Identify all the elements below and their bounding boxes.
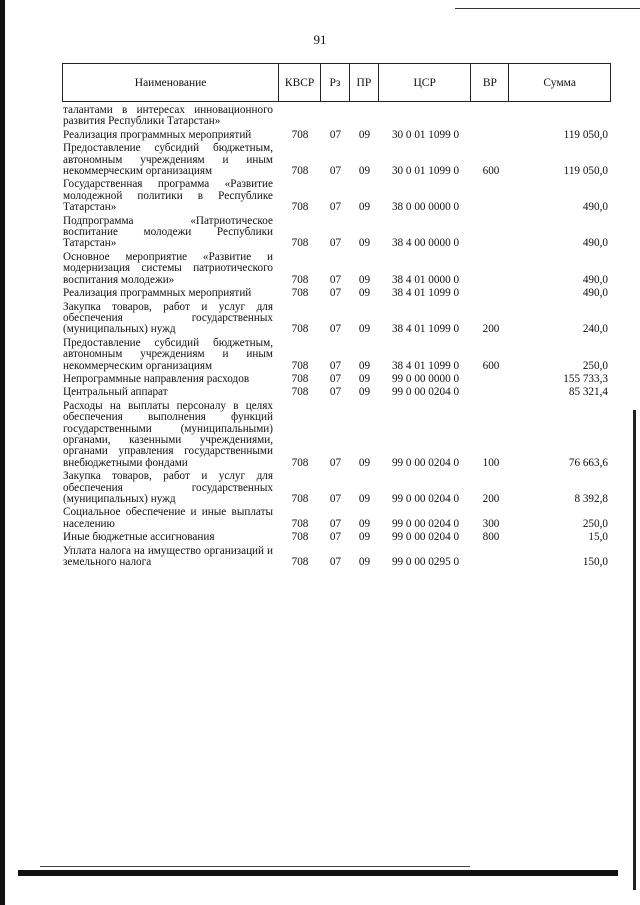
cell-name: Подпрограмма «Патриотическое воспитание молодежи Республики Татарстан» xyxy=(63,214,273,250)
table-row xyxy=(62,531,611,544)
cell-pr: 09 xyxy=(358,165,371,178)
cell-pr: 09 xyxy=(358,556,371,569)
cell-sum: 490,0 xyxy=(582,237,608,250)
cell-vr xyxy=(472,300,510,301)
cell-csr: 38 4 01 1099 0 xyxy=(391,323,460,336)
cell-kvsr: 708 xyxy=(291,372,309,385)
cell-csr: 38 4 01 0000 0 xyxy=(391,273,460,286)
cell-vr xyxy=(472,399,510,400)
cell-kvsr: 708 xyxy=(291,201,309,214)
cell-sum: 250,0 xyxy=(582,359,608,372)
cell-csr: 30 0 01 1099 0 xyxy=(391,128,460,141)
cell-vr xyxy=(472,214,510,215)
cell-sum: 155 733,3 xyxy=(563,372,608,385)
cell-kvsr: 708 xyxy=(291,287,309,300)
cell-vr xyxy=(472,286,510,287)
cell-kvsr: 708 xyxy=(291,273,309,286)
cell-vr xyxy=(472,250,510,251)
cell-name: Иные бюджетные ассигнования xyxy=(63,531,215,544)
cell-name: Центральный аппарат xyxy=(63,386,168,399)
cell-name: талантами в интересах инновационного развития Республики Татарстан» xyxy=(63,104,273,128)
cell-name: Закупка товаров, работ и услуг для обеспечения государственных (муниципальных) нужд xyxy=(63,470,273,505)
cell-pr: 09 xyxy=(358,372,371,385)
table-row xyxy=(62,142,611,178)
cell-rz: 07 xyxy=(329,237,342,250)
cell-vr xyxy=(472,128,510,129)
cell-name: Непрограммные направления расходов xyxy=(63,372,250,385)
cell-name: Государственная программа «Развитие молодежной политики в Республике Татарстан» xyxy=(63,178,273,214)
cell-vr: 200 xyxy=(482,323,500,336)
table-row xyxy=(62,506,611,531)
table-row xyxy=(62,104,611,129)
cell-pr: 09 xyxy=(358,323,371,336)
cell-kvsr: 708 xyxy=(291,128,309,141)
cell-vr xyxy=(472,385,510,386)
table-row xyxy=(62,386,611,399)
table-row xyxy=(62,470,611,506)
cell-pr: 09 xyxy=(358,386,371,399)
cell-vr xyxy=(472,568,510,569)
cell-vr xyxy=(472,141,510,142)
cell-rz: 07 xyxy=(329,273,342,286)
cell-sum: 250,0 xyxy=(582,517,608,530)
scan-line-bottom xyxy=(18,870,618,876)
header-kvsr: КВСР xyxy=(279,64,321,101)
table-row xyxy=(62,301,611,337)
cell-name: Основное мероприятие «Развитие и модернизация системы патриотического воспитания молодежи» xyxy=(63,250,273,286)
scan-line-top xyxy=(455,8,640,9)
table-row xyxy=(62,373,611,386)
header-name: Наименование xyxy=(63,64,279,101)
scan-edge-left xyxy=(0,0,5,905)
cell-pr: 09 xyxy=(358,531,371,544)
cell-rz: 07 xyxy=(329,556,342,569)
cell-vr: 100 xyxy=(482,456,500,469)
header-rz: Рз xyxy=(321,64,350,101)
table-row xyxy=(62,545,611,570)
table-body xyxy=(62,104,611,569)
cell-rz: 07 xyxy=(329,531,342,544)
cell-vr: 800 xyxy=(482,531,500,544)
cell-rz: 07 xyxy=(329,359,342,372)
cell-name: Уплата налога на имущество организаций и земельного налога xyxy=(63,544,273,569)
cell-sum: 150,0 xyxy=(582,556,608,569)
cell-rz: 07 xyxy=(329,456,342,469)
cell-rz: 07 xyxy=(329,323,342,336)
cell-sum: 8 392,8 xyxy=(574,493,608,505)
cell-vr: 300 xyxy=(482,517,500,530)
header-sum: Сумма xyxy=(543,76,576,89)
cell-rz: 07 xyxy=(329,493,342,505)
cell-csr: 99 0 00 0204 0 xyxy=(391,386,460,399)
cell-csr: 38 4 01 1099 0 xyxy=(391,287,460,300)
cell-pr: 09 xyxy=(358,128,371,141)
table-header xyxy=(62,63,611,102)
cell-kvsr: 708 xyxy=(291,517,309,530)
cell-rz: 07 xyxy=(329,287,342,300)
cell-name: Реализация программных мероприятий xyxy=(63,287,252,300)
cell-csr: 99 0 00 0204 0 xyxy=(391,517,460,530)
cell-csr: 99 0 00 0204 0 xyxy=(391,456,460,469)
cell-rz: 07 xyxy=(329,386,342,399)
cell-csr: 38 4 01 1099 0 xyxy=(391,359,460,372)
table-row xyxy=(62,287,611,300)
cell-vr: 600 xyxy=(482,165,500,178)
page-number: 91 xyxy=(313,32,327,47)
cell-rz: 07 xyxy=(329,201,342,214)
cell-rz: 07 xyxy=(329,128,342,141)
cell-pr: 09 xyxy=(358,237,371,250)
cell-kvsr: 708 xyxy=(291,386,309,399)
cell-name: Реализация программных мероприятий xyxy=(63,128,252,141)
cell-rz: 07 xyxy=(329,517,342,530)
scan-line-bottom-thin xyxy=(40,866,470,867)
cell-csr: 38 0 00 0000 0 xyxy=(391,201,460,214)
cell-name: Социальное обеспечение и иные выплаты населению xyxy=(63,506,273,530)
header-vr: ВР xyxy=(471,64,509,101)
cell-pr: 09 xyxy=(358,287,371,300)
cell-kvsr: 708 xyxy=(291,531,309,544)
cell-rz: 07 xyxy=(329,372,342,385)
cell-sum: 119 050,0 xyxy=(563,128,608,141)
cell-pr: 09 xyxy=(358,517,371,530)
cell-pr: 09 xyxy=(358,359,371,372)
cell-kvsr: 708 xyxy=(291,323,309,336)
cell-pr: 09 xyxy=(358,273,371,286)
table-row xyxy=(62,400,611,470)
cell-pr: 09 xyxy=(358,201,371,214)
cell-kvsr: 708 xyxy=(291,237,309,250)
cell-sum: 15,0 xyxy=(588,531,608,544)
cell-sum: 490,0 xyxy=(582,201,608,214)
cell-csr: 99 0 00 0204 0 xyxy=(391,531,460,544)
cell-csr: 99 0 00 0295 0 xyxy=(391,556,460,569)
cell-sum: 85 321,4 xyxy=(568,386,608,399)
cell-kvsr: 708 xyxy=(291,556,309,569)
cell-kvsr: 708 xyxy=(291,456,309,469)
cell-kvsr: 708 xyxy=(291,359,309,372)
table-row xyxy=(62,129,611,142)
header-pr: ПР xyxy=(350,64,379,101)
cell-vr: 600 xyxy=(482,359,500,372)
cell-kvsr: 708 xyxy=(291,493,309,505)
table-row xyxy=(62,337,611,373)
cell-name: Предоставление субсидий бюджетным, автономным учреждениям и иным некоммерческим организациям xyxy=(63,336,273,372)
cell-kvsr: 708 xyxy=(291,165,309,178)
cell-sum: 119 050,0 xyxy=(563,165,608,178)
cell-name: Закупка товаров, работ и услуг для обеспечения государственных (муниципальных) нужд xyxy=(63,300,273,336)
cell-vr: 200 xyxy=(482,493,500,505)
cell-sum: 490,0 xyxy=(582,287,608,300)
cell-pr: 09 xyxy=(358,493,371,505)
cell-csr: 99 0 00 0000 0 xyxy=(391,372,460,385)
cell-rz: 07 xyxy=(329,165,342,178)
table-row xyxy=(62,178,611,214)
cell-sum: 490,0 xyxy=(582,273,608,286)
cell-csr: 38 4 00 0000 0 xyxy=(391,237,460,250)
cell-csr: 30 0 01 1099 0 xyxy=(391,165,460,178)
header-csr: ЦСР xyxy=(379,64,472,101)
table-row xyxy=(62,251,611,287)
cell-pr: 09 xyxy=(358,456,371,469)
table-row xyxy=(62,215,611,251)
cell-csr: 99 0 00 0204 0 xyxy=(391,493,460,505)
cell-sum: 240,0 xyxy=(582,323,608,336)
cell-sum: 76 663,6 xyxy=(568,456,608,469)
cell-name: Расходы на выплаты персоналу в целях обеспечения выполнения функций государственными (муниципальными) органами, казенными учреждениями, органами управления государственными внебюджетными фондами xyxy=(63,399,273,469)
scan-edge-right xyxy=(633,410,636,890)
cell-name: Предоставление субсидий бюджетным, автономным учреждениям и иным некоммерческим организациям xyxy=(63,142,273,178)
